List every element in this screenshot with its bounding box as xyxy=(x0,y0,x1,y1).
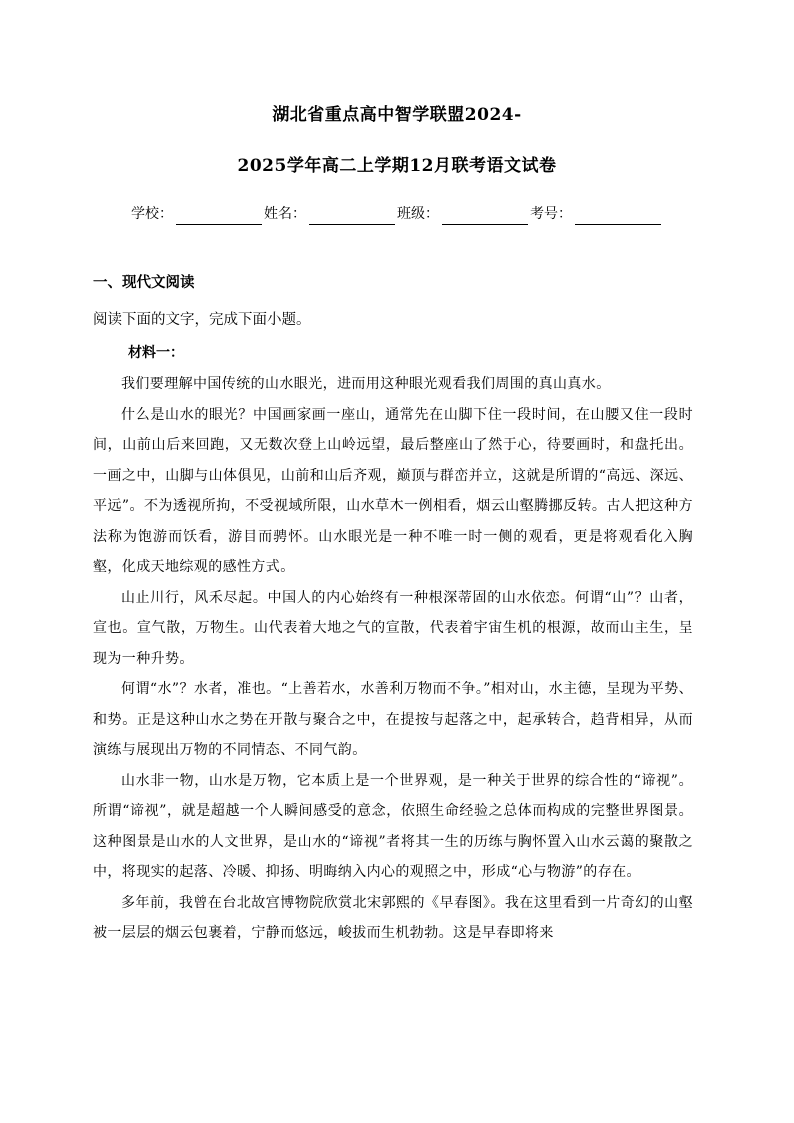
section-heading: 一、现代文阅读 xyxy=(93,275,195,291)
name-blank[interactable] xyxy=(309,208,395,225)
passage-paragraph: 何谓“水”？水者，准也。“上善若水，水善利万物而不争。”相对山，水主德，呈现为平势、和势。正是这种山水之势在开散与聚合之中，在提按与起落之中，起承转合，趋背相异，从而演练与展现出万物的不同情态、不同气韵。 xyxy=(93,681,693,758)
passage-paragraph: 什么是山水的眼光？中国画家画一座山，通常先在山脚下住一段时间，在山腰又住一段时间，山前山后来回跑，又无数次登上山岭远望，最后整座山了然于心，待要画时，和盘托出。一画之中，山脚与山体俱见，山前和山后齐观，巅顶与群峦并立，这就是所谓的“高远、深远、平远”。不为透视所拘，不受视域所限，山水草木一例相看，烟云山壑腾挪反转。古人把这种方法称为饱游而饫看，游目而骋怀。山水眼光是一种不唯一时一侧的观看，更是将观看化入胸壑，化成天地综观的感性方式。 xyxy=(93,406,693,575)
exam-no-field xyxy=(530,203,663,225)
material-label: 材料一： xyxy=(128,345,184,361)
student-info-row xyxy=(0,203,794,225)
exam-title-line-1: 湖北省重点高中智学联盟2024- xyxy=(272,105,522,125)
exam-no-label: 考号： xyxy=(530,206,572,222)
school-blank[interactable] xyxy=(176,208,262,225)
exam-title-line-2: 2025学年高二上学期12月联考语文试卷 xyxy=(237,156,557,176)
name-label: 姓名： xyxy=(264,206,306,222)
passage-body xyxy=(93,369,693,949)
school-field xyxy=(131,203,264,225)
class-field xyxy=(397,203,530,225)
reading-instruction: 阅读下面的文字，完成下面小题。 xyxy=(93,312,311,328)
name-field xyxy=(264,203,397,225)
class-label: 班级： xyxy=(397,206,439,222)
class-blank[interactable] xyxy=(442,208,528,225)
passage-paragraph: 多年前，我曾在台北故宫博物院欣赏北宋郭熙的《早春图》。我在这里看到一片奇幻的山壑被一层层的烟云包裹着，宁静而悠远，峻拔而生机勃勃。这是早春即将来 xyxy=(93,894,693,941)
passage-paragraph: 我们要理解中国传统的山水眼光，进而用这种眼光观看我们周围的真山真水。 xyxy=(121,376,611,392)
school-label: 学校： xyxy=(131,206,173,222)
passage-paragraph: 山水非一物，山水是万物，它本质上是一个世界观，是一种关于世界的综合性的“谛视”。所谓“谛视”，就是超越一个人瞬间感受的意念，依照生命经验之总体而构成的完整世界图景。这种图景是山水的人文世界，是山水的“谛视”者将其一生的历练与胸怀置入山水云蔼的聚散之中，将现实的起落、冷暖、抑扬、明晦纳入内心的观照之中，形成“心与物游”的存在。 xyxy=(93,772,693,880)
exam-no-blank[interactable] xyxy=(575,208,661,225)
passage-paragraph: 山止川行，风禾尽起。中国人的内心始终有一种根深蒂固的山水依恋。何谓“山”？山者，宣也。宣气散，万物生。山代表着大地之气的宣散，代表着宇宙生机的根源，故而山主生，呈现为一种升势。 xyxy=(93,589,693,667)
